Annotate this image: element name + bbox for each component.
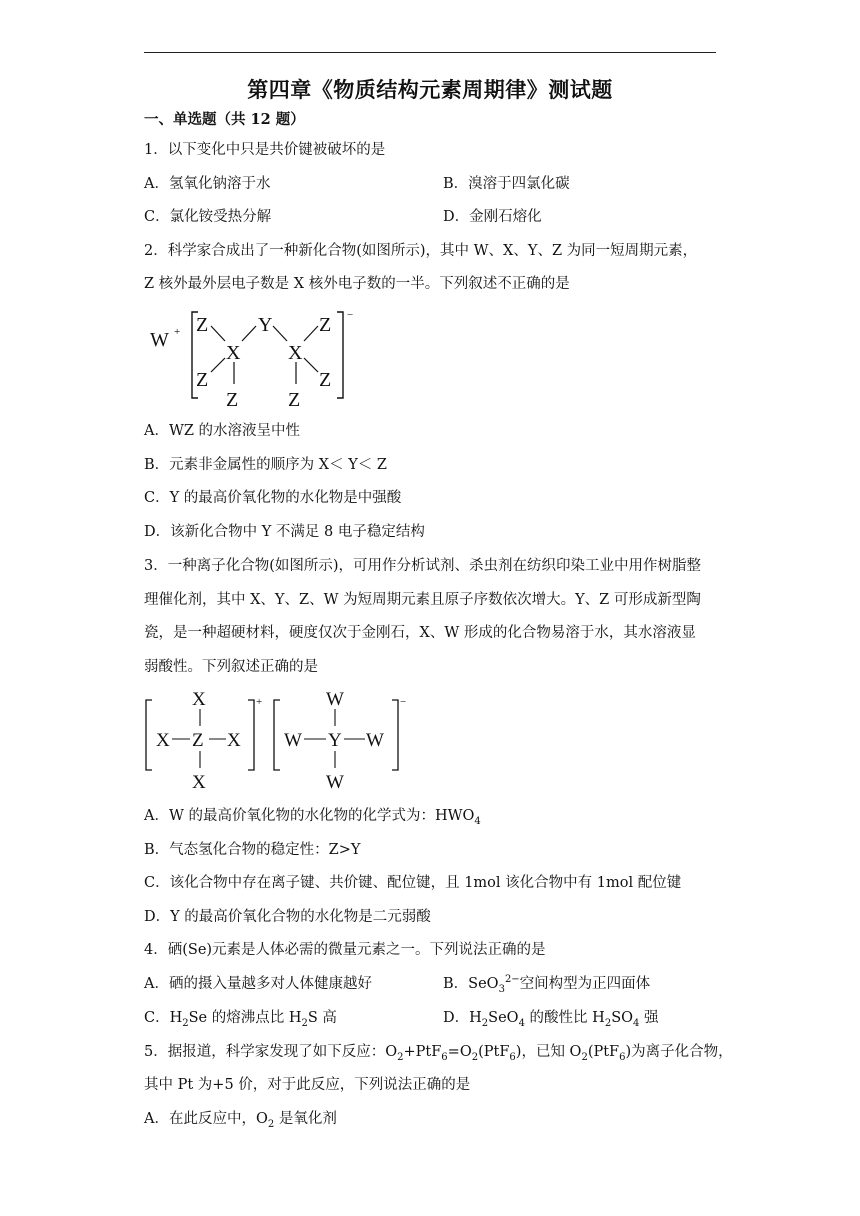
q3-option-c: C．该化合物中存在离子键、共价键、配位键，且 1mol 该化合物中有 1mol 配位键 xyxy=(144,875,682,891)
header-rule xyxy=(144,52,716,53)
q3-w-top: W xyxy=(326,689,344,710)
q2-option-a: A．WZ 的水溶液呈中性 xyxy=(144,423,301,439)
q2-z-top-right: Z xyxy=(319,314,332,336)
q1-option-b: B．溴溶于四氯化碳 xyxy=(443,176,570,192)
q2-stem-line2: Z 核外最外层电子数是 X 核外电子数的一半。下列叙述不正确的是 xyxy=(144,276,570,292)
q3-z-center: Z xyxy=(192,730,204,751)
q2-z-down-left: Z xyxy=(226,389,239,411)
q3-option-a: A．W 的最高价氧化物的水化物的化学式为：$HWO_4$ xyxy=(144,808,481,827)
page-title: 第四章《物质结构元素周期律》测试题 xyxy=(247,77,613,102)
q1-stem: 1．以下变化中只是共价键被破坏的是 xyxy=(144,142,386,158)
q2-x-left: X xyxy=(226,342,241,364)
q3-stem-line2: 理催化剂，其中 X、Y、Z、W 为短周期元素且原子序数依次增大。Y、Z 可形成新型陶 xyxy=(144,592,701,608)
q2-cation-charge: + xyxy=(174,326,181,338)
q3-w-left: W xyxy=(284,730,302,751)
q2-z-down-right: Z xyxy=(288,389,301,411)
q4-option-a: A．硒的摄入量越多对人体健康越好 xyxy=(144,976,372,992)
q2-right-bracket xyxy=(337,312,343,398)
q3-x-bottom: X xyxy=(192,772,206,793)
q3-cation-charge: + xyxy=(256,696,263,708)
section-heading: 一、单选题（共 12 题） xyxy=(144,111,305,128)
q3-cation-left-bracket xyxy=(146,700,152,770)
q3-x-top: X xyxy=(192,689,206,710)
q3-anion-right-bracket xyxy=(392,700,398,770)
q5-stem-line1: 5．据报道，科学家发现了如下反应：$O_2+PtF_6=O_2(PtF_6)$，已知 $O_2(PtF_6)$为离子化合物， xyxy=(144,1044,733,1063)
q2-y-label: Y xyxy=(258,314,273,336)
q2-z-bottom-right: Z xyxy=(319,369,332,391)
q2-z-bottom-left: Z xyxy=(196,369,209,391)
q3-y-center: Y xyxy=(328,730,342,751)
q5-option-a: A．在此反应中，$O_2$ 是氧化剂 xyxy=(144,1111,337,1130)
q3-w-right: W xyxy=(366,730,384,751)
q2-option-d: D．该新化合物中 Y 不满足 8 电子稳定结构 xyxy=(144,524,425,540)
q1-option-a: A．氢氧化钠溶于水 xyxy=(144,176,271,192)
q1-option-d: D．金刚石熔化 xyxy=(443,209,542,225)
q2-w-label: W xyxy=(150,329,169,351)
q3-x-right: X xyxy=(227,730,241,751)
q4-stem: 4．硒(Se)元素是人体必需的微量元素之一。下列说法正确的是 xyxy=(144,942,546,958)
q3-cation-right-bracket xyxy=(248,700,254,770)
q3-structure-figure xyxy=(144,684,414,796)
q4-option-d: D．$H_2SeO_4$ 的酸性比 $H_2SO_4$ 强 xyxy=(443,1010,659,1029)
q3-option-b: B．气态氢化合物的稳定性：Z>Y xyxy=(144,842,361,858)
q1-option-c: C．氯化铵受热分解 xyxy=(144,209,272,225)
q3-option-d: D．Y 的最高价氧化合物的水化物是二元弱酸 xyxy=(144,909,431,925)
q3-anion-left-bracket xyxy=(274,700,280,770)
q2-option-c: C．Y 的最高价氧化物的水化物是中强酸 xyxy=(144,490,402,506)
q3-x-left: X xyxy=(156,730,170,751)
q2-stem-line1: 2．科学家合成出了一种新化合物(如图所示)，其中 W、X、Y、Z 为同一短周期元素， xyxy=(144,243,698,259)
q2-structure-figure xyxy=(144,306,364,412)
q5-stem-line2: 其中 Pt 为+5 价，对于此反应，下列说法正确的是 xyxy=(144,1077,471,1093)
q4-option-b: B．SeO$_3^{2-}$空间构型为正四面体 xyxy=(443,974,651,995)
q3-stem-line3: 瓷，是一种超硬材料，硬度仅次于金刚石，X、W 形成的化合物易溶于水，其水溶液显 xyxy=(144,625,696,641)
q3-stem-line4: 弱酸性。下列叙述正确的是 xyxy=(144,659,318,675)
q2-anion-charge: − xyxy=(347,309,354,321)
q3-anion-charge: − xyxy=(400,696,407,708)
q4-option-c: C．$H_2Se$ 的熔沸点比 $H_2S$ 高 xyxy=(144,1010,337,1029)
q2-option-b: B．元素非金属性的顺序为 X＜ Y＜ Z xyxy=(144,457,387,473)
q3-stem-line1: 3．一种离子化合物(如图所示)，可用作分析试剂、杀虫剂在纺织印染工业中用作树脂整 xyxy=(144,558,702,574)
q2-x-right: X xyxy=(288,342,303,364)
q2-z-top-left: Z xyxy=(196,314,209,336)
q3-w-bottom: W xyxy=(326,772,344,793)
